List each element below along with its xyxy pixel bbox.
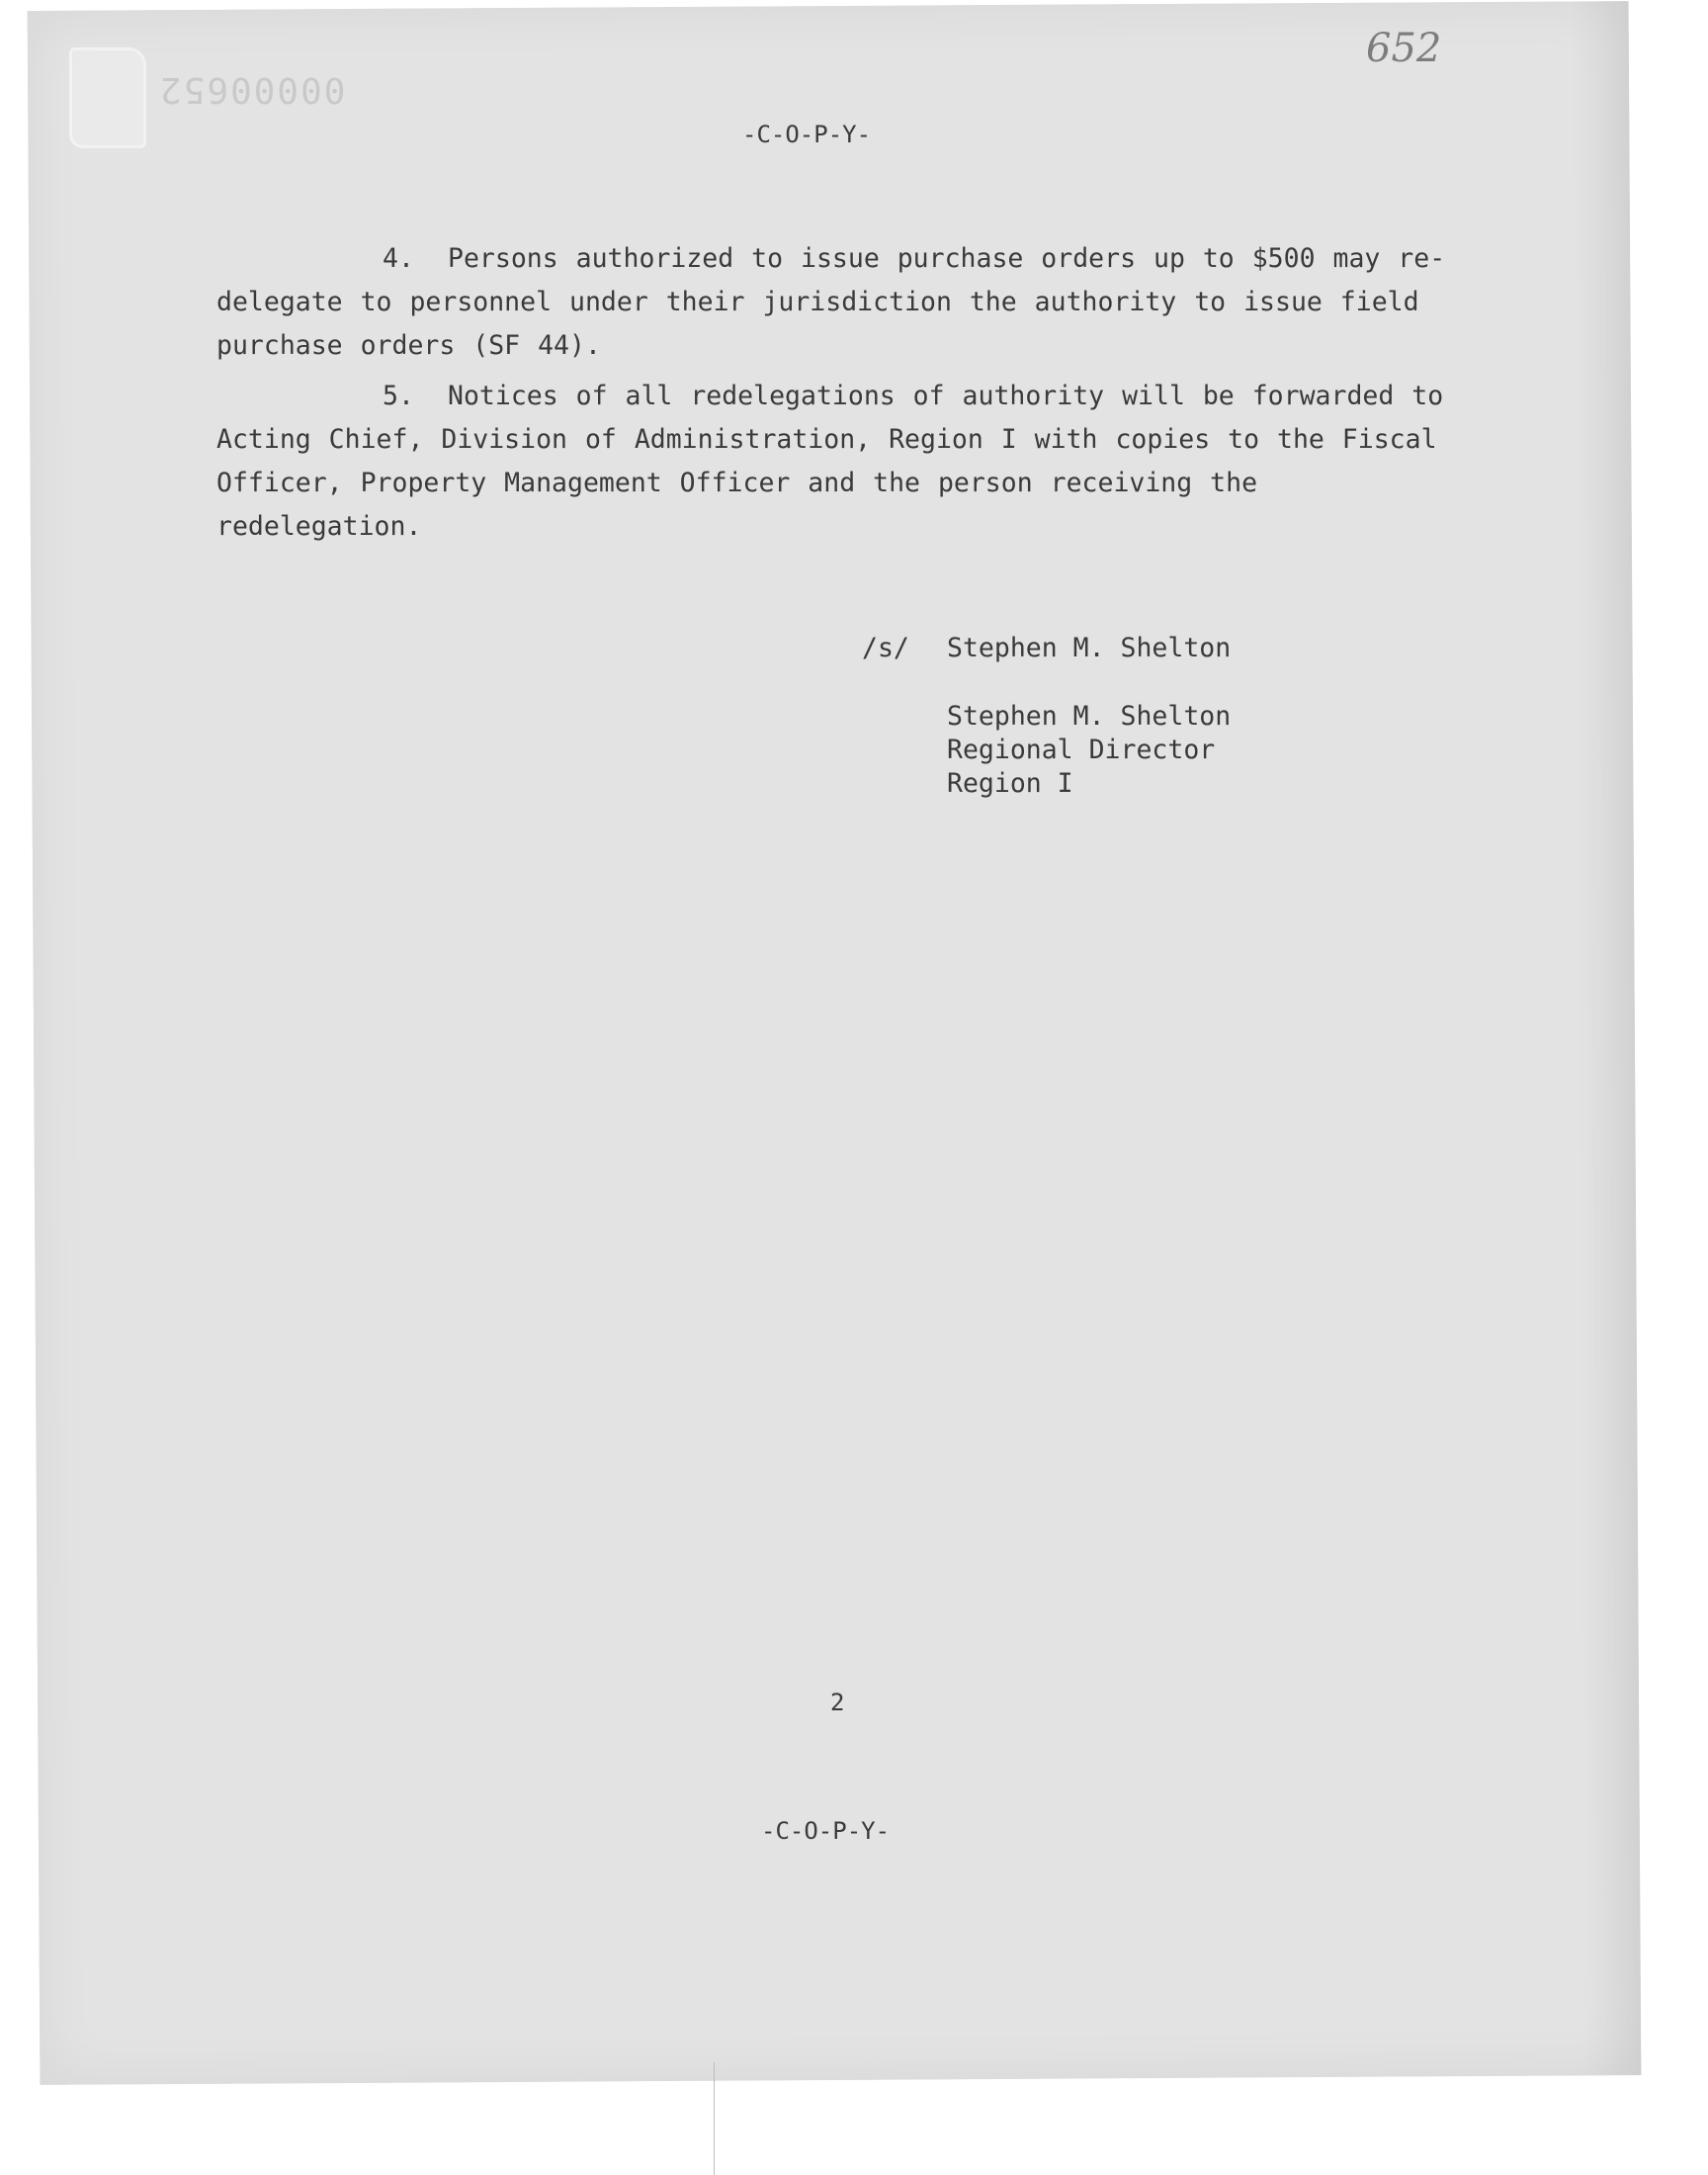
document-stamp-number: 00000652 [158,69,346,110]
copy-footer: -C-O-P-Y- [761,1817,891,1845]
paragraph-number: 5. [383,381,414,411]
paragraph-text: Persons authorized to issue purchase orders up to $500 may re-delegate to personnel under their jurisdiction the authority to issue field purchase orders (SF 44). [216,243,1446,361]
signer-region: Region I [947,768,1073,799]
paragraph-5 [216,375,1472,549]
handwritten-page-number: 652 [1366,26,1442,71]
page-number: 2 [830,1689,845,1716]
copy-header: -C-O-P-Y- [742,121,872,148]
signer-name: Stephen M. Shelton [947,701,1232,732]
signed-name: Stephen M. Shelton [947,633,1232,663]
signature-block [947,700,1231,801]
page-edge-shadow [1570,1,1642,2075]
paragraph-number: 4. [383,243,414,274]
paragraph-4 [216,237,1472,368]
signature-mark: /s/ [862,633,909,663]
signer-title: Regional Director [947,735,1216,765]
scan-fold-line [714,2062,715,2175]
paper-tab-mark [69,47,146,148]
paragraph-text: Notices of all redelegations of authority will be forwarded to Acting Chief, Division of Administration, Region I with copies to the Fiscal Officer, Property Management Officer and the person receiving the redelegation. [216,381,1444,542]
